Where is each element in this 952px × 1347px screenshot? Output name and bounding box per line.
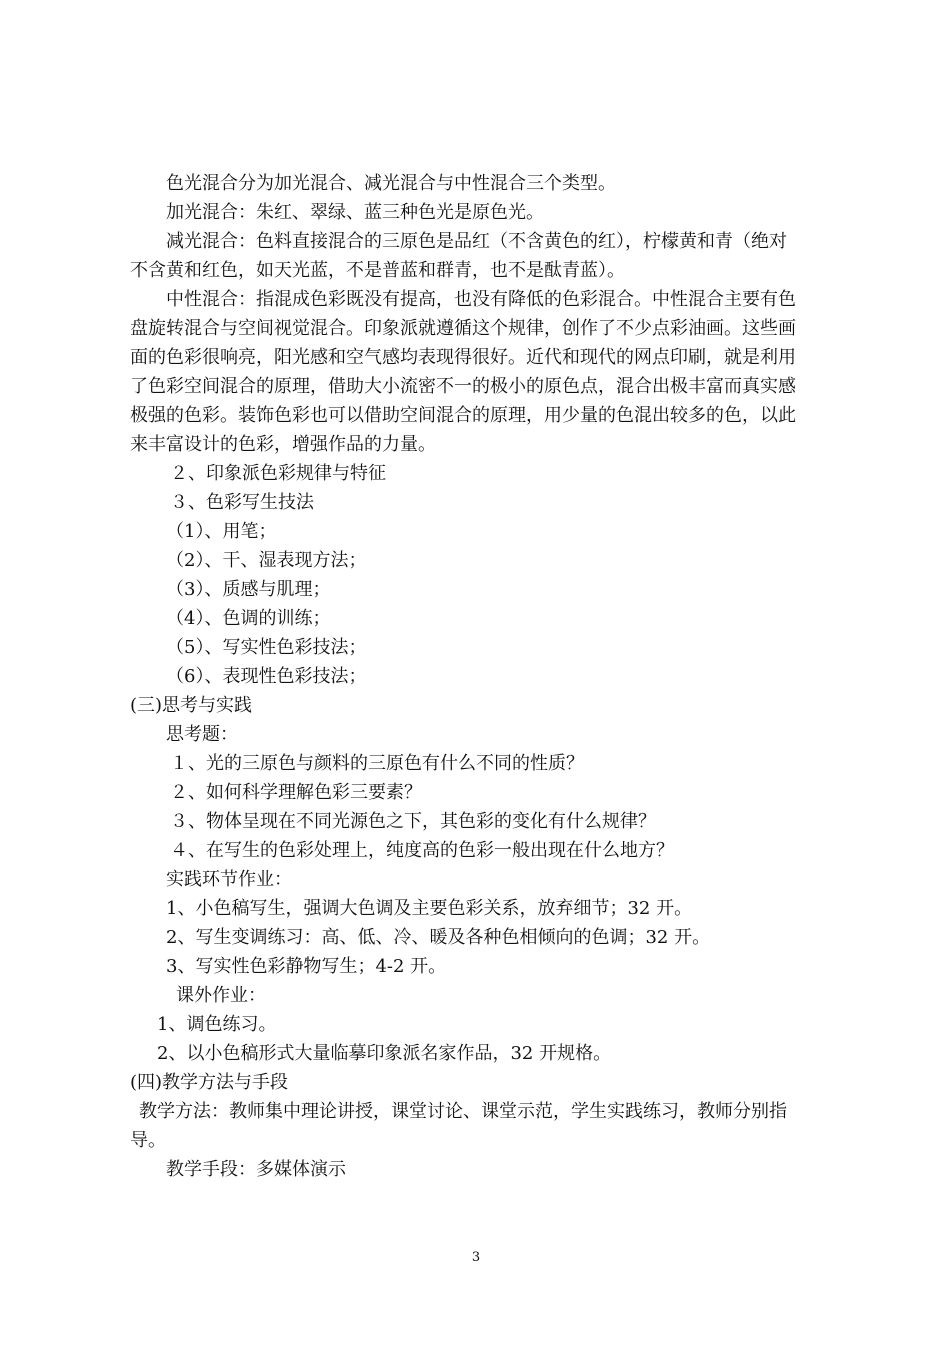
text-line: 导。 [130,1130,166,1151]
text-line: 减光混合：色料直接混合的三原色是品红（不含黄色的红），柠檬黄和青（绝对 [166,231,787,252]
text-line: （3）、质感与肌理； [166,579,331,600]
text-line: 教学方法：教师集中理论讲授，课堂讨论、课堂示范，学生实践练习，教师分别指 [139,1101,787,1122]
text-line: 中性混合：指混成色彩既没有提高，也没有降低的色彩混合。中性混合主要有色 [166,289,796,310]
page-number: 3 [471,1250,481,1265]
text-line: 1、小色稿写生，强调大色调及主要色彩关系，放弃细节；32 开。 [166,898,693,919]
text-line: 盘旋转混合与空间视觉混合。印象派就遵循这个规律，创作了不少点彩油画。这些画 [130,318,796,339]
text-line: （4）、色调的训练； [166,608,331,629]
text-line: 加光混合：朱红、翠绿、蓝三种色光是原色光。 [166,202,544,223]
text-line: （1）、用笔； [166,521,277,542]
text-line: 教学手段：多媒体演示 [166,1159,346,1180]
text-line: 课外作业： [176,985,266,1006]
text-line: 实践环节作业： [166,869,292,890]
text-line: １、光的三原色与颜料的三原色有什么不同的性质？ [170,753,584,774]
text-line: ４、在写生的色彩处理上，纯度高的色彩一般出现在什么地方？ [170,840,674,861]
text-line: 极强的色彩。装饰色彩也可以借助空间混合的原理，用少量的色混出较多的色，以此 [130,405,796,426]
text-line: 3、写实性色彩静物写生；4-2 开。 [166,956,447,977]
text-line: 色光混合分为加光混合、减光混合与中性混合三个类型。 [166,173,616,194]
text-line: ３、色彩写生技法 [170,492,314,513]
text-line: （2）、干、湿表现方法； [166,550,367,571]
section-heading: (四)教学方法与手段 [130,1072,289,1093]
text-line: ２、印象派色彩规律与特征 [170,463,386,484]
text-line: 2、以小色稿形式大量临摹印象派名家作品，32 开规格。 [157,1043,612,1064]
text-line: 2、写生变调练习：高、低、冷、暖及各种色相倾向的色调；32 开。 [166,927,711,948]
text-line: 思考题： [166,724,238,745]
text-line: 面的色彩很响亮，阳光感和空气感均表现得很好。近代和现代的网点印刷，就是利用 [130,347,796,368]
text-line: 了色彩空间混合的原理，借助大小流密不一的极小的原色点，混合出极丰富而真实感 [130,376,796,397]
text-line: 不含黄和红色，如天光蓝，不是普蓝和群青，也不是酞青蓝）。 [130,260,625,281]
text-line: 1、调色练习。 [157,1014,277,1035]
text-line: （5）、写实性色彩技法； [166,637,367,658]
text-line: ２、如何科学理解色彩三要素？ [170,782,422,803]
section-heading: (三)思考与实践 [130,695,253,716]
text-line: （6）、表现性色彩技法； [166,666,367,687]
text-line: 来丰富设计的色彩，增强作品的力量。 [130,434,436,455]
text-line: ３、物体呈现在不同光源色之下，其色彩的变化有什么规律？ [170,811,656,832]
